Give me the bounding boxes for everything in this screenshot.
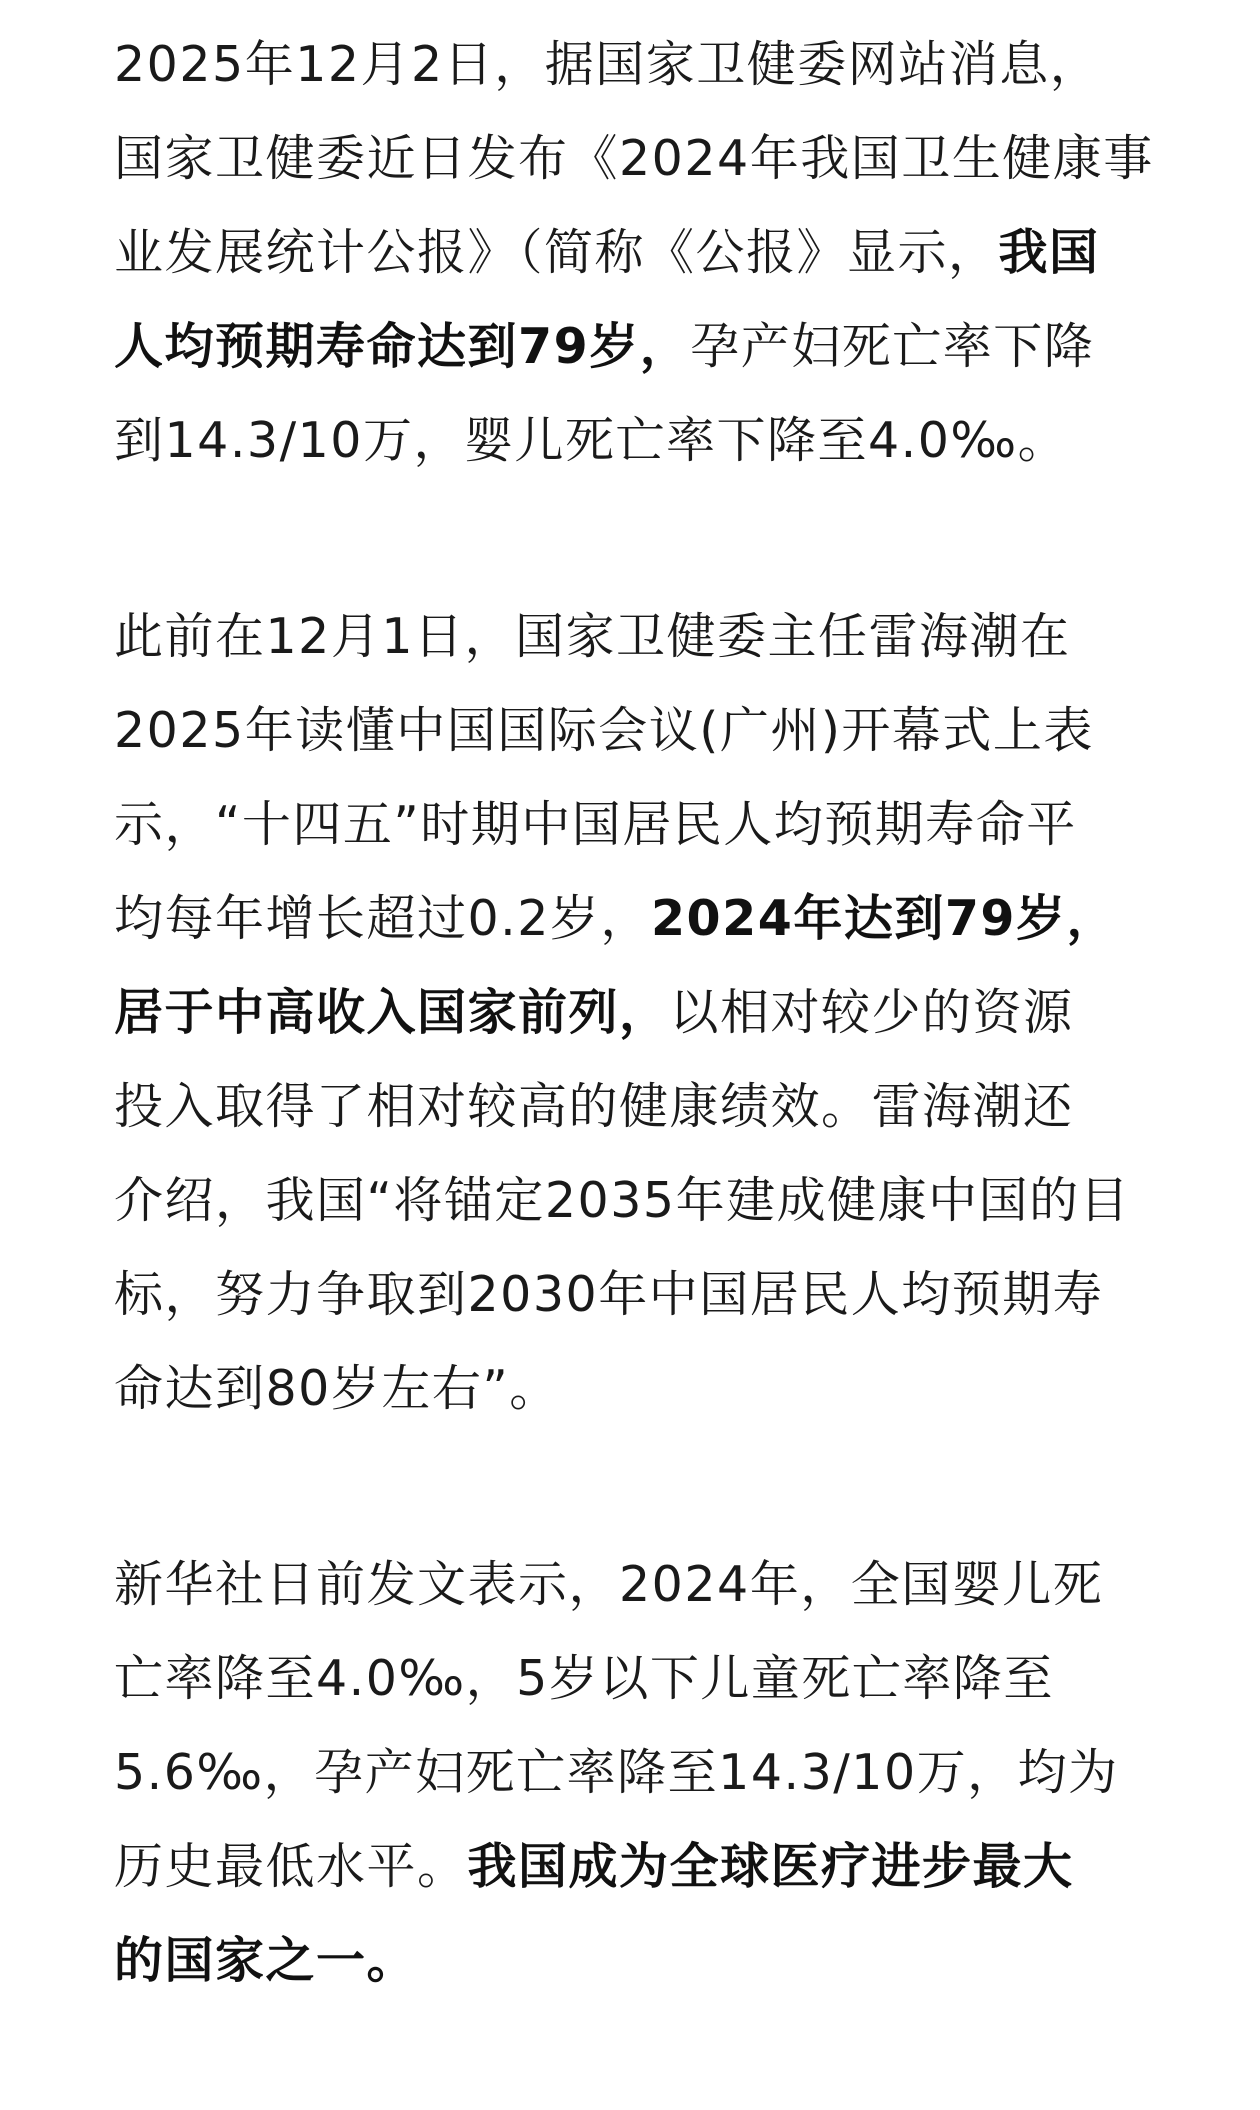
text-span: 标，努力争取到2030年中国居民人均预期寿 (114, 1266, 1104, 1323)
text-line (114, 1060, 1144, 1154)
text-span: 投入取得了相对较高的健康绩效。雷海潮还 (114, 1078, 1074, 1135)
text-span: 以相对较少的资源 (669, 984, 1074, 1041)
text-line (114, 778, 1144, 872)
text-line (114, 872, 1144, 966)
text-line (114, 1632, 1144, 1726)
text-line (114, 684, 1144, 778)
text-line (114, 112, 1154, 206)
text-line (114, 1820, 1144, 1914)
text-line (114, 300, 1144, 394)
text-span: 孕产妇死亡率下降 (690, 318, 1095, 375)
text-line (114, 1538, 1144, 1632)
text-line (114, 590, 1144, 684)
text-span: 介绍，我国“将锚定2035年建成健康中国的目 (114, 1172, 1131, 1229)
text-line (114, 394, 1144, 488)
bold-text-span: 我国成为全球医疗进步最大 (467, 1838, 1074, 1895)
text-span: 示，“十四五”时期中国居民人均预期寿命平 (114, 796, 1077, 853)
text-line (114, 1342, 1144, 1436)
bold-text-span: 人均预期寿命达到79岁， (114, 318, 691, 375)
text-line (114, 966, 1144, 1060)
bold-text-span: 的国家之一。 (114, 1932, 418, 1989)
text-span: 5.6‰，孕产妇死亡率降至14.3/10万，均为 (114, 1744, 1119, 1801)
paragraph-2 (114, 590, 1144, 1436)
text-span: 亡率降至4.0‰，5岁以下儿童死亡率降至 (114, 1650, 1054, 1707)
text-span: 此前在12月1日，国家卫健委主任雷海潮在 (114, 608, 1071, 665)
article-body (114, 18, 1154, 2110)
text-span: 命达到80岁左右”。 (114, 1360, 560, 1417)
bold-text-span: 我国 (998, 224, 1100, 281)
paragraph-3 (114, 1538, 1144, 2008)
text-line (114, 1248, 1144, 1342)
text-line (114, 1154, 1144, 1248)
text-line (114, 1726, 1144, 1820)
bold-text-span: 2024年达到79岁， (650, 890, 1118, 947)
bold-text-span: 居于中高收入国家前列， (114, 984, 670, 1041)
text-line (114, 18, 1144, 112)
text-span: 新华社日前发文表示，2024年，全国婴儿死 (114, 1556, 1104, 1613)
text-line (114, 1914, 1144, 2008)
text-span: 业发展统计公报》（简称《公报》显示， (114, 224, 999, 281)
text-span: 历史最低水平。 (114, 1838, 468, 1895)
text-span: 2025年12月2日，据国家卫健委网站消息， (114, 36, 1101, 93)
text-span: 均每年增长超过0.2岁， (114, 890, 651, 947)
text-span: 国家卫健委近日发布《2024年我国卫生健康事 (114, 130, 1154, 187)
text-line (114, 206, 1144, 300)
text-span: 到14.3/10万，婴儿死亡率下降至4.0‰。 (114, 412, 1069, 469)
paragraph-1 (114, 18, 1154, 488)
text-span: 2025年读懂中国国际会议(广州)开幕式上表 (114, 702, 1094, 759)
